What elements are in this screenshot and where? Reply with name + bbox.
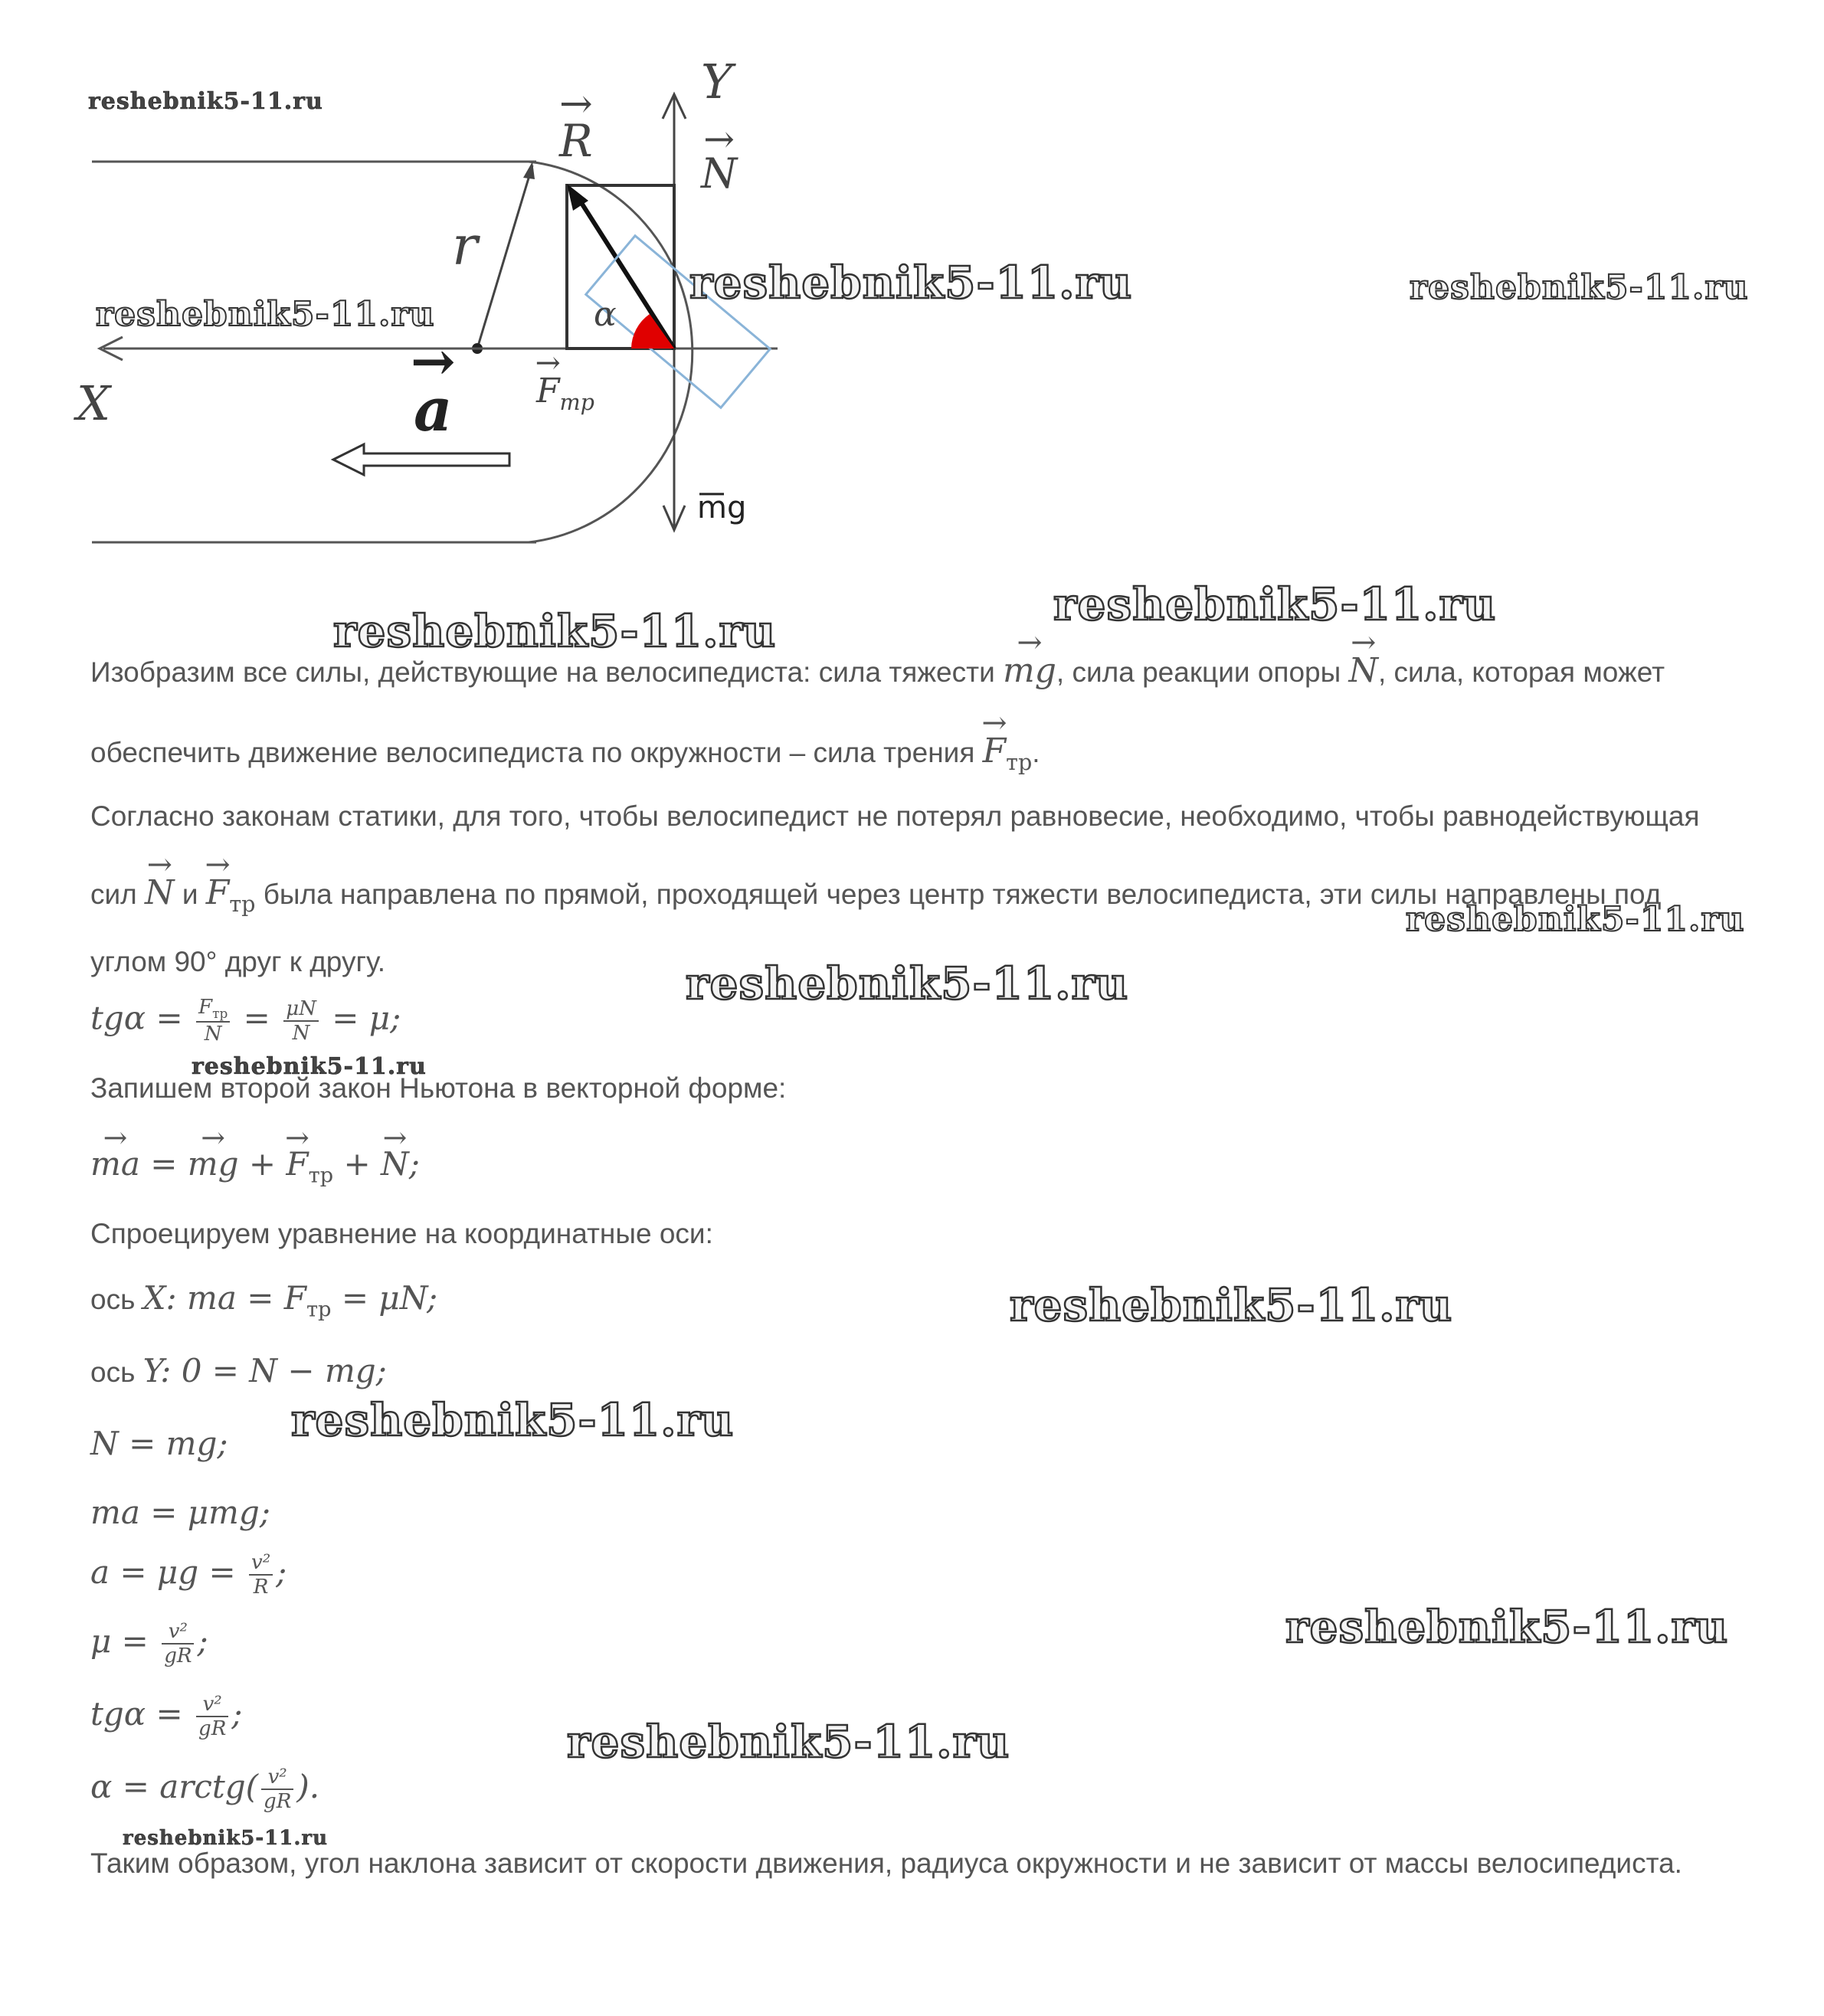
watermark: reshebnik5-11.ru [291, 1394, 735, 1446]
vector-R [576, 195, 674, 349]
watermark: reshebnik5-11.ru [1406, 900, 1745, 939]
friction-label: → $F_{тр}$ [536, 371, 594, 415]
paragraph-forces: Изобразим все силы, действующие на велосипедиста: сила тяжести → mg, сила реакции опоры → N, сила, которая может [90, 651, 1665, 690]
watermark: reshebnik5-11.ru [1010, 1279, 1453, 1331]
watermark: reshebnik5-11.ru [686, 957, 1129, 1010]
vector-r-label: → R [559, 115, 593, 167]
equation-axis-y: ось Y: 0 = N − mg; [90, 1352, 387, 1389]
equation-axis-x: ось X: ma = $F_{тр} = \mu N$; [90, 1279, 438, 1322]
watermark: reshebnik5-11.ru [96, 295, 435, 334]
watermark: reshebnik5-11.ru [689, 257, 1133, 309]
equation-a: a = μg = $\frac{\text{v²}}{R}$ ; [90, 1551, 287, 1599]
watermark: reshebnik5-11.ru [1285, 1601, 1729, 1653]
paragraph-newton: Запишем второй закон Ньютона в векторной форме: [90, 1072, 787, 1104]
paragraph-angle: углом 90° друг к другу. [90, 946, 386, 977]
paragraph-conclusion: Таким образом, угол наклона зависит от скорости движения, радиуса окружности и не зависит от массы велосипедиста. [90, 1847, 1682, 1879]
paragraph-projection: Спроецируем уравнение на координатные оси: [90, 1218, 713, 1249]
angle-label: α [594, 295, 617, 334]
watermark: reshebnik5-11.ru [567, 1716, 1010, 1768]
radius-line [477, 165, 532, 349]
paragraph-friction: обеспечить движение велосипедиста по окружности – сила трения → $F_{тр}$. [90, 731, 1040, 775]
equation-tg: tgα = $\frac{F_{тр}}{N}$ = $\frac{\mu N}{N}$ = μ; [90, 996, 401, 1046]
paragraph-statics: Согласно законам статики, для того, чтобы велосипедист не потерял равновесие, необходимо, чтобы равнодействующая [90, 800, 1700, 832]
acceleration-arrow [333, 444, 509, 475]
watermark: reshebnik5-11.ru [1053, 578, 1497, 630]
axis-y-label: Y [701, 54, 732, 110]
equation-mu: μ = $\frac{\text{v²}}{gR}$ ; [90, 1620, 208, 1667]
equation-alpha: α = arctg( $\frac{\text{v²}}{gR}$ ). [90, 1766, 320, 1813]
watermark: reshebnik5-11.ru [88, 88, 323, 115]
watermark: reshebnik5-11.ru [333, 605, 777, 657]
paragraph-resultant: сил → N $и \to F_{тр}$ была направлена по прямой, проходящей через центр тяжести велосипедиста, эти силы направлены под [90, 873, 1661, 917]
equation-n: N = mg; [90, 1425, 228, 1462]
vector-n-label: → N [701, 149, 737, 198]
watermark: reshebnik5-11.ru [123, 1827, 329, 1850]
equation-tg2: tgα = $\frac{\text{v²}}{gR}$ ; [90, 1693, 243, 1740]
watermark: reshebnik5-11.ru [1410, 268, 1749, 307]
radius-label: r [452, 214, 478, 277]
acceleration-label: → a [414, 375, 453, 445]
angle-wedge [631, 314, 674, 349]
gravity-label: mg [697, 490, 747, 525]
equation-newton: → ma = → mg + → $F_{тр}$ + → N; [90, 1145, 420, 1187]
watermark: reshebnik5-11.ru [192, 1053, 427, 1080]
equation-ma: ma = μmg; [90, 1494, 270, 1531]
axis-x-label: X [77, 375, 111, 431]
